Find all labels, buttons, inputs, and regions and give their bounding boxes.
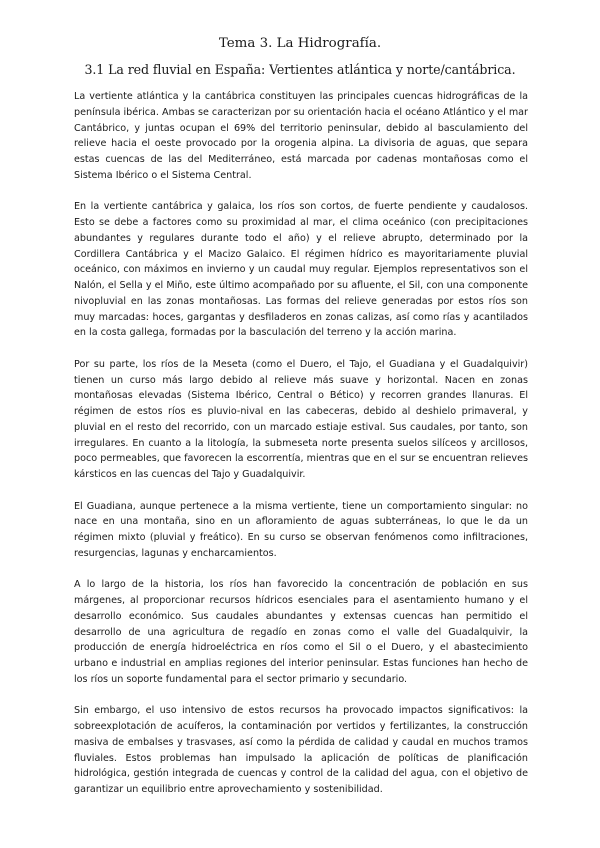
document-body [74, 89, 528, 814]
paragraph-impactos: Sin embargo, el uso intensivo de estos recursos ha provocado impactos significativos: la sobreexplotación de acuíferos, la contaminación por vertidos y fertilizantes, la construcción masiva de embalses y trasvases, así como la pérdida de calidad y caudal en muchos tramos fluviales. Estos problemas han impulsado la aplicación de políticas de planificación hidrológica, gestión integrada de cuencas y control de la calidad del agua, con el objetivo de garantizar un equilibrio entre aprovechamiento y sostenibilidad. [74, 705, 528, 795]
document-title: Tema 3. La Hidrografía. [218, 36, 382, 51]
paragraph-meseta: Por su parte, los ríos de la Meseta (como el Duero, el Tajo, el Guadiana y el Guadalquivir) tienen un curso más largo debido al relieve más suave y horizontal. Nacen en zonas montañosas elevadas (Sistema Ibérico, Central o Bético) y recorren grandes llanuras. El régimen de estos ríos es pluvio-nival en las cabeceras, debido al deshielo primaveral, y pluvial en el resto del recorrido, con un marcado estiaje estival. Sus caudales, por tanto, son irregulares. En cuanto a la litología, la submeseta norte presenta suelos silíceos y arcillosos, poco permeables, que favorecen la escorrentía, mientras que en el sur se encuentran relieves kársticos en las cuencas del Tajo y Guadalquivir. [74, 358, 528, 480]
paragraph-intro: La vertiente atlántica y la cantábrica constituyen las principales cuencas hidrográficas de la península ibérica. Ambas se caracterizan por su orientación hacia el océano Atlántico y el mar Cantábrico, y juntas ocupan el 69% del territorio peninsular, debido al basculamiento del relieve hacia el oeste provocado por la orogenia alpina. La divisoria de aguas, que separa estas cuencas de las del Mediterráneo, está marcada por cadenas montañosas como el Sistema Ibérico o el Sistema Central. [74, 91, 528, 181]
paragraph-guadiana: El Guadiana, aunque pertenece a la misma vertiente, tiene un comportamiento singular: no nace en una montaña, sino en un afloramiento de aguas subterráneas, lo que le da un régimen mixto (pluvial y freático). En su curso se observan fenómenos como infiltraciones, resurgencias, lagunas y encharcamientos. [74, 500, 528, 559]
paragraph-historia: A lo largo de la historia, los ríos han favorecido la concentración de población en sus márgenes, al proporcionar recursos hídricos esenciales para el asentamiento humano y el desarrollo económico. Sus caudales abundantes y extensas cuencas han permitido el desarrollo de una agricultura de regadío en zonas como el valle del Guadalquivir, la producción de energía hidroeléctrica en ríos como el Sil o el Duero, y el abastecimiento urbano e industrial en amplias regiones del interior peninsular. Estas funciones han hecho de los ríos un soporte fundamental para el sector primario y secundario. [74, 579, 528, 685]
paragraph-cantabrica: En la vertiente cantábrica y galaica, los ríos son cortos, de fuerte pendiente y caudalosos. Esto se debe a factores como su proximidad al mar, el clima oceánico (con precipitaciones abundantes y regulares durante todo el año) y el relieve abrupto, determinado por la Cordillera Cantábrica y el Macizo Galaico. El régimen hídrico es mayoritariamente pluvial oceánico, con máximos en invierno y un caudal muy regular. Ejemplos representativos son el Nalón, el Sella y el Miño, este último acompañado por su afluente, el Sil, con una componente nivopluvial en las zonas montañosas. Las formas del relieve generadas por estos ríos son muy marcadas: hoces, gargantas y desfiladeros en zonas calizas, así como rías y acantilados en la costa gallega, formadas por la basculación del terreno y la acción marina. [74, 201, 528, 339]
section-heading: 3.1 La red fluvial en España: Vertientes atlántica y norte/cantábrica. [84, 62, 516, 77]
